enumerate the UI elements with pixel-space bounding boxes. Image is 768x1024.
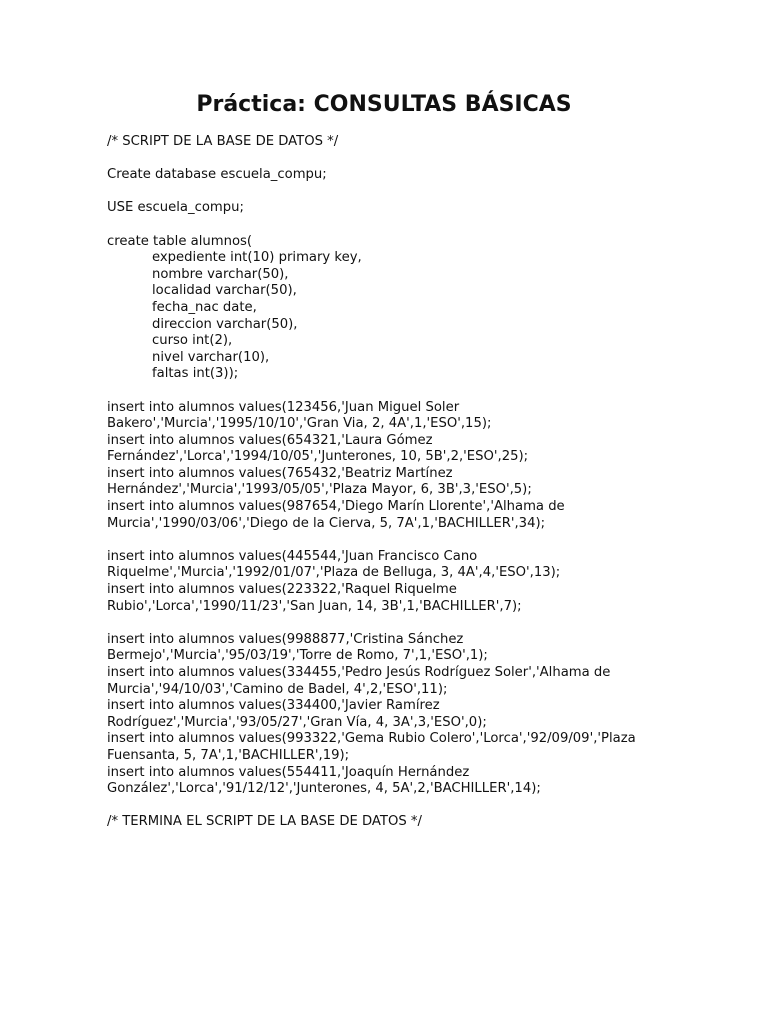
insert-line: insert into alumnos values(765432,'Beatriz Martínez [107,465,453,481]
blank-line [107,615,667,632]
insert-group-2 [107,549,667,615]
insert-line: insert into alumnos values(445544,'Juan Francisco Cano [107,548,478,564]
insert-line: Rodríguez','Murcia','93/05/27','Gran Vía, 4, 3A',3,'ESO',0); [107,714,487,730]
column-definition: curso int(2), [152,333,233,349]
sql-script-body [107,134,667,831]
column-definition: faltas int(3)); [152,366,239,382]
create-table-statement: create table alumnos( [107,233,253,249]
insert-line: Murcia','1990/03/06','Diego de la Cierva, 5, 7A',1,'BACHILLER',34); [107,515,546,531]
column-definition: localidad varchar(50), [152,283,297,299]
insert-group-3 [107,632,667,798]
insert-line: Bakero','Murcia','1995/10/10','Gran Via, 2, 4A',1,'ESO',15); [107,416,492,432]
blank-line [107,184,667,201]
insert-line: Fernández','Lorca','1994/10/05','Junterones, 10, 5B',2,'ESO',25); [107,449,529,465]
blank-line [107,532,667,549]
column-definition: direccion varchar(50), [152,316,298,332]
column-definition: nombre varchar(50), [152,266,289,282]
table-column-definitions [107,250,667,383]
insert-line: Rubio','Lorca','1990/11/23','San Juan, 14, 3B',1,'BACHILLER',7); [107,598,522,614]
column-definition: fecha_nac date, [152,299,257,315]
insert-line: insert into alumnos values(334400,'Javier Ramírez [107,698,440,714]
insert-line: Riquelme','Murcia','1992/01/07','Plaza de Belluga, 3, 4A',4,'ESO',13); [107,565,561,581]
insert-line: insert into alumnos values(993322,'Gema Rubio Colero','Lorca','92/09/09','Plaza [107,731,636,747]
insert-group-1 [107,400,667,533]
insert-line: insert into alumnos values(987654,'Diego Marín Llorente','Alhama de [107,499,565,515]
insert-line: insert into alumnos values(654321,'Laura Gómez [107,432,433,448]
blank-line [107,383,667,400]
column-definition: expediente int(10) primary key, [152,250,362,266]
insert-line: Murcia','94/10/03','Camino de Badel, 4',2,'ESO',11); [107,681,448,697]
insert-line: González','Lorca','91/12/12','Junterones, 4, 5A',2,'BACHILLER',14); [107,781,541,797]
blank-line [107,151,667,168]
column-definition: nivel varchar(10), [152,349,270,365]
insert-line: Fuensanta, 5, 7A',1,'BACHILLER',19); [107,747,350,763]
create-database-statement: Create database escuela_compu; [107,167,327,183]
script-start-comment: /* SCRIPT DE LA BASE DE DATOS */ [107,134,339,149]
blank-line [107,217,667,234]
insert-line: insert into alumnos values(223322,'Raquel Riquelme [107,582,457,598]
insert-line: insert into alumnos values(554411,'Joaquín Hernández [107,764,470,780]
insert-line: insert into alumnos values(9988877,'Cristina Sánchez [107,631,464,647]
page-title: Práctica: CONSULTAS BÁSICAS [196,92,572,117]
insert-line: insert into alumnos values(334455,'Pedro Jesús Rodríguez Soler','Alhama de [107,665,611,680]
use-database-statement: USE escuela_compu; [107,200,244,216]
insert-line: Hernández','Murcia','1993/05/05','Plaza Mayor, 6, 3B',3,'ESO',5); [107,482,532,498]
insert-line: Bermejo','Murcia','95/03/19','Torre de Romo, 7',1,'ESO',1); [107,648,488,664]
script-end-comment: /* TERMINA EL SCRIPT DE LA BASE DE DATOS */ [107,814,422,830]
blank-line [107,798,667,815]
insert-line: insert into alumnos values(123456,'Juan Miguel Soler [107,399,460,415]
